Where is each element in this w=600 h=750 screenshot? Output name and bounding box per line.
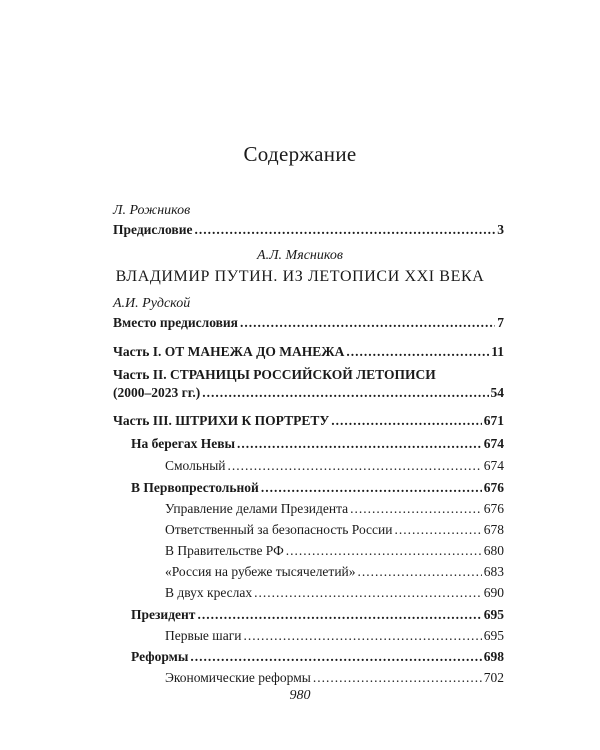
toc-entry-title: Часть III. ШТРИХИ К ПОРТРЕТУ [113,413,330,428]
toc-entry[interactable] [165,563,504,581]
toc-entry-part2[interactable] [113,384,504,402]
toc-entry-title: Часть I. ОТ МАНЕЖА ДО МАНЕЖА [113,344,345,359]
dot-leader [237,435,482,453]
toc-entry[interactable] [165,669,504,687]
toc-entry-title: «Россия на рубеже тысячелетий» [165,564,356,579]
toc-entry-page: 695 [483,628,504,643]
toc-entry-page: 54 [490,385,504,400]
toc-entry-page: 680 [483,543,504,558]
preface-author: А.И. Рудской [113,296,191,311]
dot-leader [194,221,495,239]
toc-entry-title: В Первопрестольной [131,480,259,495]
dot-leader [228,457,482,475]
toc-entry-title: Первые шаги [165,628,242,643]
dot-leader [346,343,489,361]
toc-entry-preface[interactable] [113,314,504,332]
toc-entry[interactable] [165,627,504,645]
toc-entry-page: 678 [483,522,504,537]
dot-leader [202,384,488,402]
toc-entry[interactable] [131,479,504,497]
toc-entry[interactable] [165,457,504,475]
toc-entry[interactable] [131,648,504,666]
toc-entry-title: Смольный [165,458,226,473]
toc-entry-title: Предисловие [113,222,193,237]
dot-leader [240,314,495,332]
toc-entry[interactable] [165,542,504,560]
toc-entry-page: 7 [497,315,504,330]
toc-entry[interactable] [165,521,504,539]
toc-entry-foreword[interactable] [113,221,504,239]
toc-entry[interactable] [131,606,504,624]
dot-leader [261,479,482,497]
main-author: А.Л. Мясников [257,248,343,263]
toc-entry-title: Управление делами Президента [165,501,349,516]
dot-leader [197,606,481,624]
toc-entry-title: Вместо предисловия [113,315,238,330]
dot-leader [286,542,482,560]
toc-entry[interactable] [165,584,504,602]
book-title: ВЛАДИМИР ПУТИН. ИЗ ЛЕТОПИСИ XXI ВЕКА [115,268,485,285]
toc-entry-part3[interactable] [113,412,504,430]
toc-entry-page: 674 [483,458,504,473]
toc-entry-page: 695 [483,607,504,622]
toc-entry-page: 11 [491,344,504,359]
toc-entry-title: Ответственный за безопасность России [165,522,393,537]
toc-entry-page: 698 [483,649,504,664]
dot-leader [331,412,481,430]
dot-leader [243,627,481,645]
foreword-author: Л. Рожников [113,203,191,218]
toc-entry-part1[interactable] [113,343,504,361]
toc-entry-title: Президент [131,607,196,622]
page-number: 980 [289,688,311,703]
toc-entry-page: 702 [483,670,504,685]
toc-entry-page: 676 [483,501,504,516]
toc-entry-title: В Правительстве РФ [165,543,284,558]
page-title: Содержание [243,142,357,166]
toc-entry-title: На берегах Невы [131,436,236,451]
toc-entry-page: 690 [483,585,504,600]
dot-leader [190,648,481,666]
toc-entry[interactable] [165,500,504,518]
dot-leader [350,500,482,518]
dot-leader [394,521,481,539]
toc-entry-page: 683 [483,564,504,579]
toc-entry-title: Экономические реформы [165,670,311,685]
toc-entry-part2-title[interactable]: Часть II. СТРАНИЦЫ РОССИЙСКОЙ ЛЕТОПИСИ [113,367,436,382]
toc-entry-title: Реформы [131,649,189,664]
toc-entry-title: (2000–2023 гг.) [113,385,201,400]
dot-leader [254,584,482,602]
toc-entry-title: В двух креслах [165,585,253,600]
toc-entry-page: 674 [483,436,504,451]
toc-entry[interactable] [131,435,504,453]
dot-leader [358,563,482,581]
dot-leader [313,669,482,687]
toc-entry-page: 676 [483,480,504,495]
toc-entry-page: 671 [483,413,504,428]
toc-entry-page: 3 [497,222,504,237]
